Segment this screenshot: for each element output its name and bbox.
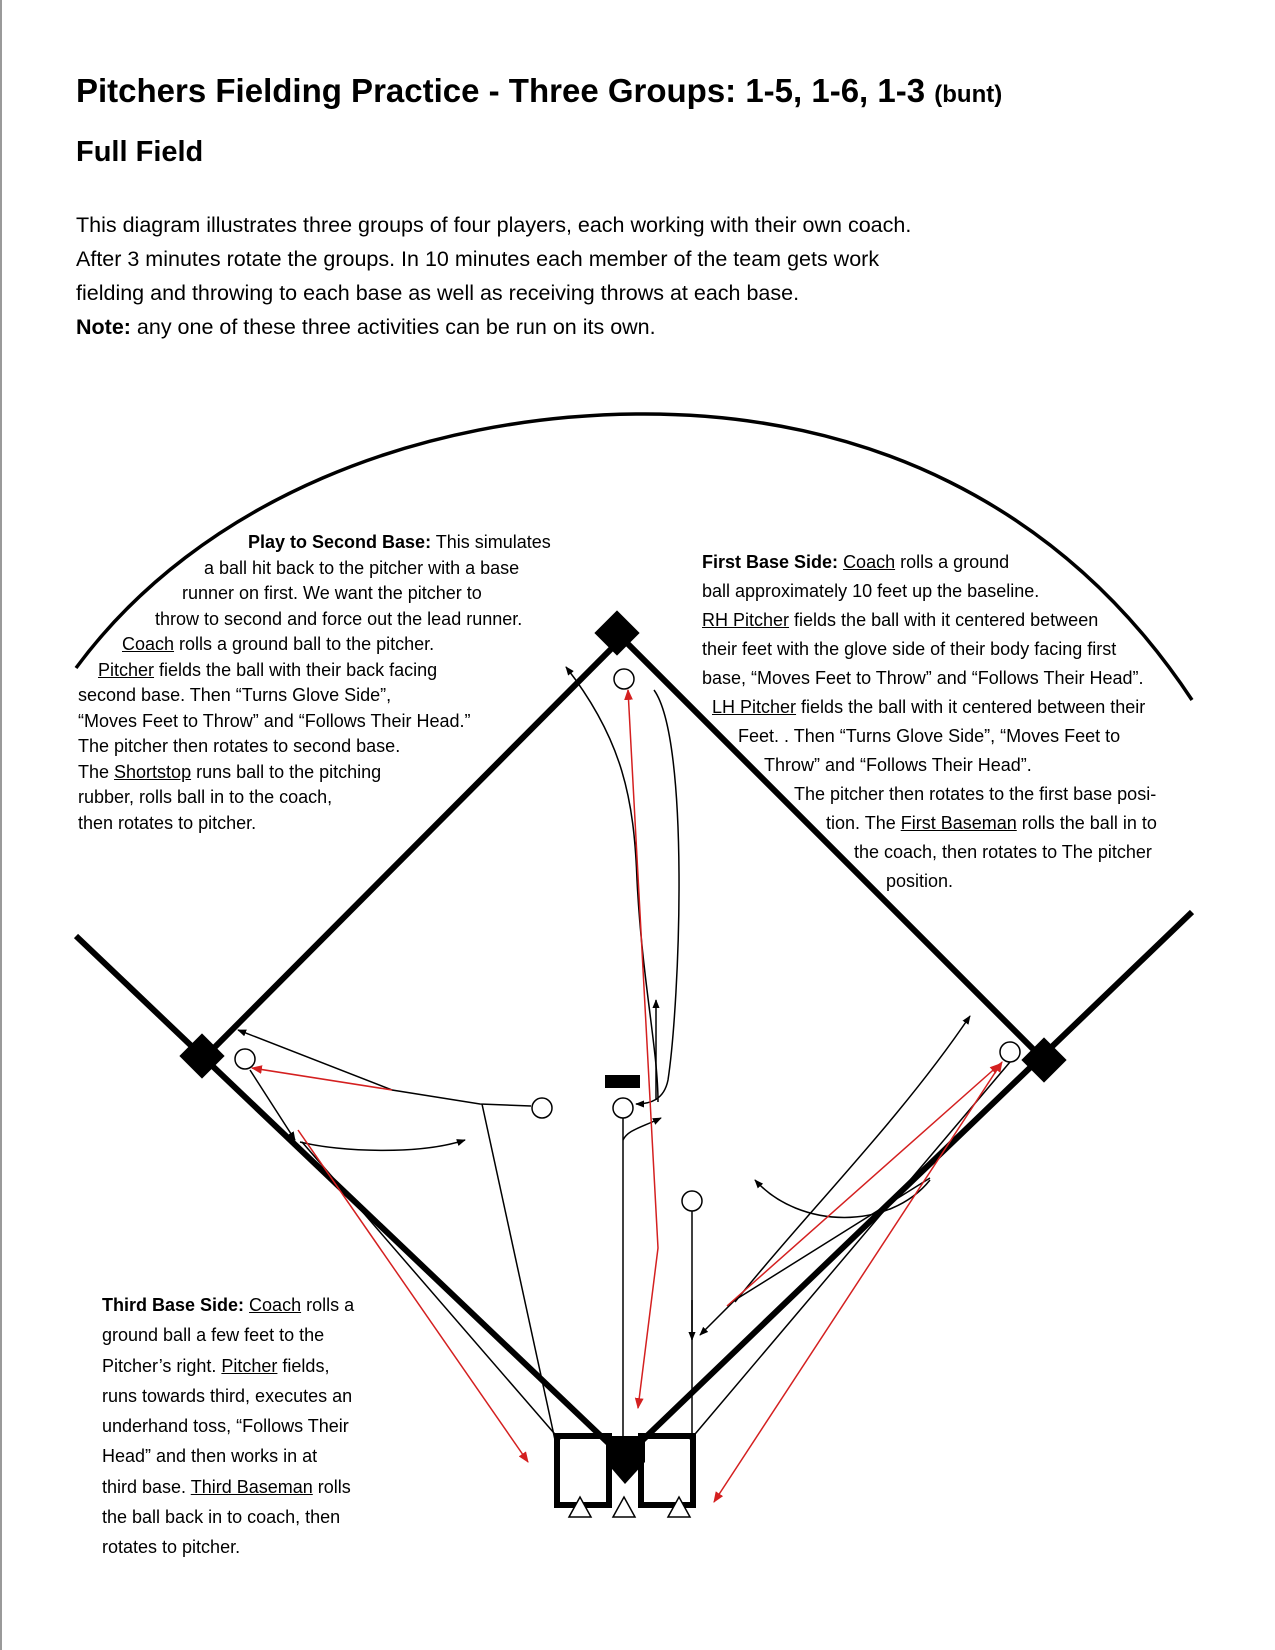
right-foul-line [624, 912, 1192, 1458]
second-base-play-label: Play to Second Base: [248, 532, 432, 552]
coach-link: Coach [249, 1295, 302, 1315]
left-batters-box [557, 1436, 609, 1505]
intro-line: After 3 minutes rotate the groups. In 10 minutes each member of the team gets work [76, 247, 880, 271]
first-base-side-text: First Base Side: Coach rolls a ground ball approximately 10 feet up the baseline. RH Pitcher fields the ball with it centered between their feet with the glove side of their body facing first base, “Moves Feet to Throw” and “Follows Their Head”. LH Pitcher fields the ball with it centered between their Feet. . Then “Turns Glove Side”, “Moves Feet to Throw” and “Follows Their Head”. The pitcher then rotates to the first base posi- tion. The First Baseman rolls the ball in to the coach, then rotates to The pitcher position. [702, 552, 1157, 891]
third-base-side-text: Third Base Side: Coach rolls a ground ball a few feet to the Pitcher’s right. Pitcher fields, runs towards third, executes an underhand toss, “Follows Their Head” and then works in at third base. Third Baseman rolls the ball back in to coach, then rotates to pitcher. [102, 1295, 355, 1558]
rubber-to-pitcher-arrow [623, 1118, 661, 1140]
intro-line: fielding and throwing to each base as well as receiving throws at each base. [76, 281, 800, 305]
throw-home-first-side-red [714, 1062, 1002, 1502]
third-baseman [235, 1049, 255, 1069]
pitching-rubber [605, 1075, 640, 1088]
third-side-curve-arrow [300, 1140, 465, 1150]
intro-line: This diagram illustrates three groups of four players, each working with their own coach. [76, 213, 912, 237]
rh-pitcher-link: RH Pitcher [702, 610, 790, 630]
coach-link: Coach [122, 634, 175, 654]
shortstop-path-arrow [566, 667, 658, 1102]
coach-cone-second-play [613, 1497, 635, 1517]
first-side-throw-line [700, 1178, 930, 1335]
page-title: Pitchers Fielding Practice - Three Groups: 1-5, 1-6, 1-3 (bunt) [76, 72, 1003, 109]
page-subtitle: Full Field [76, 136, 204, 168]
first-baseman-roll-line [690, 1062, 1010, 1440]
second-base-play-text: Play to Second Base: This simulates a ball hit back to the pitcher with a base runner on first. We want the pitcher to throw to second and force out the lead runner. Coach rolls a ground ball to the pitcher. Pitcher fields the ball with their back facing second base. Then “Turns Glove Side”, “Moves Feet to Throw” and “Follows Their Head.” The pitcher then rotates to second base. The Shortstop runs ball to the pitching rubber, rolls ball in to the coach, then rotates to pitcher. [78, 532, 551, 833]
first-baseman [1000, 1042, 1020, 1062]
throw-to-first-red [727, 1064, 1000, 1306]
runner-return-arrow [636, 690, 679, 1104]
first-baseman-link: First Baseman [900, 813, 1017, 833]
shortstop-link: Shortstop [114, 761, 192, 782]
right-batters-box [641, 1436, 693, 1505]
pitcher-center [613, 1098, 633, 1118]
coach-link: Coach [843, 552, 896, 572]
lh-pitcher-link: LH Pitcher [712, 697, 797, 717]
second-base-fielder [614, 669, 634, 689]
first-base-side-label: First Base Side: [702, 552, 839, 572]
pitcher-third-side [532, 1098, 552, 1118]
note-label: Note: [76, 315, 131, 339]
pitcher-first-side [682, 1191, 702, 1211]
note-text: any one of these three activities can be run on its own. [130, 315, 656, 339]
pitcher-link: Pitcher [98, 659, 155, 680]
pitcher-link: Pitcher [221, 1355, 278, 1376]
pitcher-to-third-toss-arrow [238, 1030, 531, 1106]
throw-to-third-red [252, 1068, 392, 1090]
third-side-ball-path [482, 1104, 555, 1440]
third-baseman-link: Third Baseman [190, 1476, 313, 1497]
third-base-side-label: Third Base Side: [102, 1295, 245, 1315]
